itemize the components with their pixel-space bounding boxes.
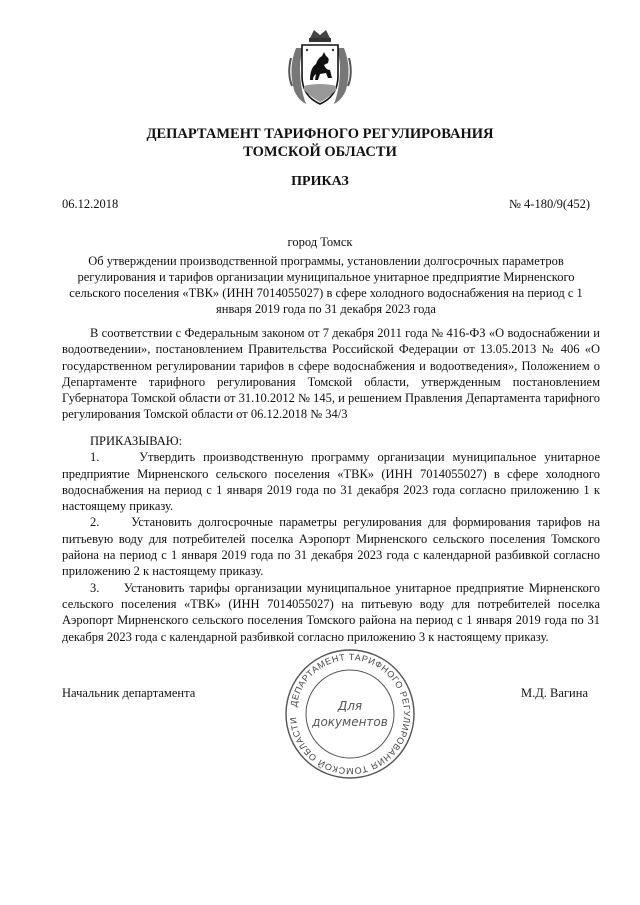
stamp-center-line1: Для (337, 699, 363, 713)
coat-of-arms-emblem (286, 28, 354, 108)
order-word: ПРИКАЗЫВАЮ: (90, 434, 183, 448)
official-stamp (284, 648, 416, 780)
order-item-1: 1. Утвердить производственную программу организации муниципальное унитарное предприятие Мирненского сельского поселения «ТВК» (ИНН 7014055027) в сфере холодного водоснабжения на период с 1 января 2019 года по 31 декабря 2023 года согласно приложению 1 к настоящему приказу. (62, 450, 600, 514)
order-item-2: 2. Установить долгосрочные параметры регулирования для формирования тарифов на питьевую воду для потребителей поселка Аэропорт Мирненского сельского поселения Томского района на период с 1 января 2019 года по 31 декабря 2023 года с календарной разбивкой согласно приложению 2 к настоящему приказу. (62, 515, 600, 579)
department-name-line2: ТОМСКОЙ ОБЛАСТИ (243, 144, 397, 160)
signatory-name: М.Д. Вагина (521, 686, 588, 700)
preamble-paragraph: В соответствии с Федеральным законом от 7 декабря 2011 года № 416-ФЗ «О водоснабжении и водоотведении», постановлением Правительства Российской Федерации от 13.05.2013 № 406 «О государственном регулировании тарифов в сфере водоснабжения и водоотведения», Положением о Департаменте тарифного регулирования Томской области, утвержденным постановлением Губернатора Томской области от 31.10.2012 № 145, и решением Правления Департамента тарифного регулирования Томской области от 06.12.2018 № 34/3 (62, 326, 600, 422)
document-number: № 4-180/9(452) (508, 197, 590, 211)
document-subject: Об утверждении производственной программы, установлении долгосрочных параметров регулирования и тарифов организации муниципальное унитарное предприятие Мирненского сельского поселения «ТВК» (ИНН 7014055027) в сфере холодного водоснабжения на период с 1 января 2019 года по 31 декабря 2023 года (69, 254, 583, 316)
order-item-3: 3. Установить тарифы организации муниципальное унитарное предприятие Мирненского сельского поселения «ТВК» (ИНН 7014055027) на питьевую воду для потребителей поселка Аэропорт Мирненского сельского поселения Томского района на период с 1 января 2019 года по 31 декабря 2023 года с календарной разбивкой согласно приложению 3 к настоящему приказу. (62, 580, 600, 644)
document-body (62, 325, 600, 423)
order-section (62, 433, 600, 645)
stamp-center-line2: документов (312, 715, 388, 729)
city-line: город Томск (287, 235, 353, 249)
svg-text:ДЕПАРТАМЕНТ ТАРИФНОГО РЕГУЛИРО (288, 652, 412, 776)
signatory-position: Начальник департамента (62, 686, 196, 700)
department-name-line1: ДЕПАРТАМЕНТ ТАРИФНОГО РЕГУЛИРОВАНИЯ (146, 126, 494, 142)
stamp-ring-text: ДЕПАРТАМЕНТ ТАРИФНОГО РЕГУЛИРОВАНИЯ ТОМСКОЙ ОБЛАСТИ (287, 651, 413, 777)
document-date: 06.12.2018 (62, 197, 119, 211)
document-type-title: ПРИКАЗ (291, 174, 349, 189)
